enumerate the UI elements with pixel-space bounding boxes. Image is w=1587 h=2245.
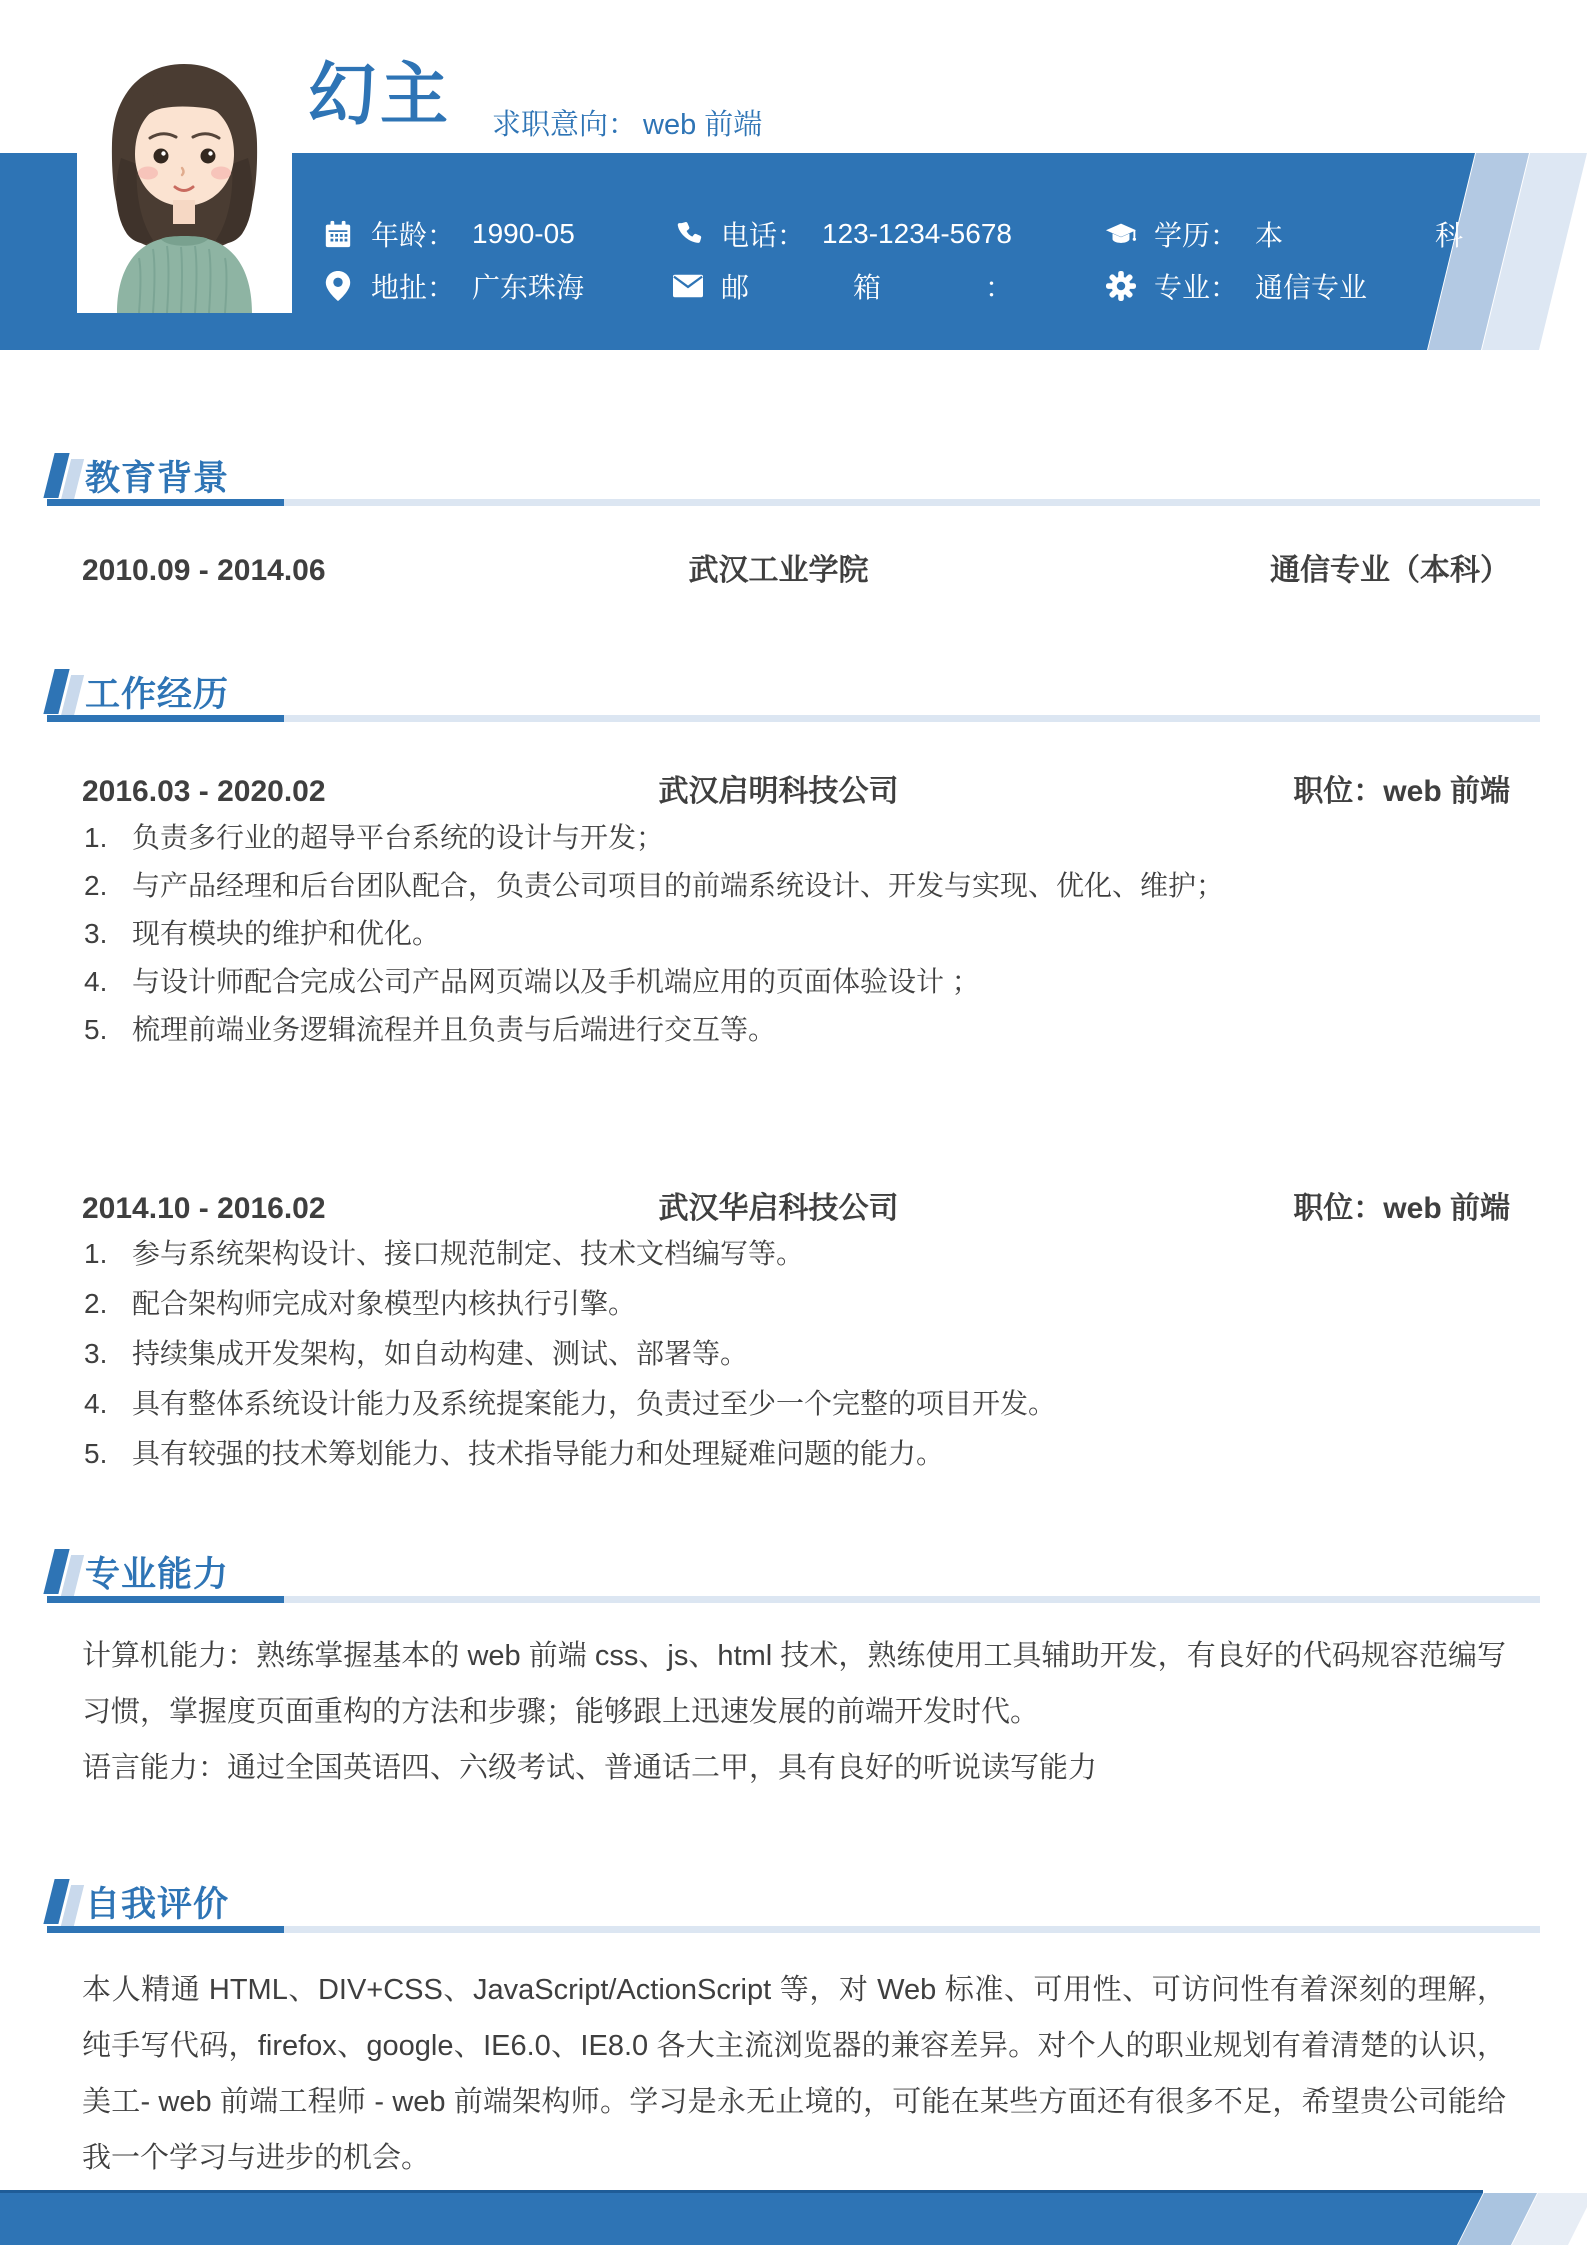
section-divider: [47, 1926, 1540, 1933]
job-intention-label: 求职意向：: [492, 109, 638, 141]
job-duty-item: 与设计师配合完成公司产品网页端以及手机端应用的页面体验设计 ；: [132, 966, 980, 997]
skills-language-paragraph: 语言能力：通过全国英语四、六级考试、普通话二甲，具有良好的听说读写能力: [82, 1752, 1098, 1784]
job-position: 职位：web 前端: [1293, 775, 1510, 808]
education-row: [47, 545, 1510, 589]
section-skills-header: [47, 1548, 229, 1596]
job-duty-item: 与产品经理和后台团队配合，负责公司项目的前端系统设计、开发与实现、优化、维护；: [132, 870, 1225, 901]
section-work-header: [47, 668, 229, 716]
location-pin-icon: [322, 270, 354, 302]
info-degree-value: 本 科: [1255, 220, 1464, 251]
job-header-row: [47, 1183, 1510, 1227]
info-phone-value: 123-1234-5678: [822, 218, 1012, 249]
section-title-skills: 专业能力: [85, 1555, 230, 1594]
section-divider: [47, 499, 1540, 506]
section-marker-icon: [47, 668, 85, 716]
job-intention: [492, 102, 768, 143]
info-address-value: 广东珠海: [472, 272, 585, 303]
job-position: 职位：web 前端: [1293, 1192, 1510, 1225]
avatar-illustration: [77, 48, 292, 313]
job-intention-value: web 前端: [643, 109, 763, 141]
section-education-header: [47, 452, 229, 500]
job-header-row: [47, 766, 1510, 810]
job-company: 武汉华启科技公司: [658, 1192, 899, 1225]
gear-icon: [1105, 270, 1137, 302]
job-period: 2014.10 - 2016.02: [82, 1192, 326, 1225]
info-major-label: 专业：: [1154, 272, 1239, 303]
job-duty-list: [82, 822, 1510, 1062]
info-age: [322, 213, 672, 255]
job-duty-item: 参与系统架构设计、接口规范制定、技术文档编写等。: [132, 1238, 805, 1269]
section-evaluation-header: [47, 1878, 229, 1926]
job-period: 2016.03 - 2020.02: [82, 775, 326, 808]
info-email: [672, 265, 1105, 307]
job-duty-item: 具有较强的技术筹划能力、技术指导能力和处理疑难问题的能力。: [132, 1438, 945, 1469]
education-period: 2010.09 - 2014.06: [82, 554, 326, 587]
contact-info-grid: [322, 213, 1463, 307]
info-address: [322, 265, 672, 307]
job-company: 武汉启明科技公司: [658, 775, 899, 808]
info-age-value: 1990-05: [472, 218, 575, 249]
skills-computer-paragraph: 计算机能力：熟练掌握基本的 web 前端 css、js、html 技术，熟练使用工具辅助开发，有良好的代码规容范编写习惯，掌握度页面重构的方法和步骤；能够跟上迅速发展的前端开发时代。: [82, 1640, 1506, 1728]
section-title-evaluation: 自我评价: [85, 1885, 230, 1924]
info-degree: [1105, 213, 1463, 255]
phone-icon: [672, 218, 704, 250]
section-divider: [47, 1596, 1540, 1603]
footer-band: [0, 2193, 1587, 2245]
job-duty-item: 配合架构师完成对象模型内核执行引擎。: [132, 1288, 637, 1319]
job-duty-item: 梳理前端业务逻辑流程并且负责与后端进行交互等。: [132, 1014, 777, 1045]
calendar-icon: [322, 218, 354, 250]
section-marker-icon: [47, 452, 85, 500]
envelope-icon: [672, 270, 704, 302]
education-school: 武汉工业学院: [688, 554, 869, 587]
evaluation-paragraph: 本人精通 HTML、DIV+CSS、JavaScript/ActionScript 等，对 Web 标准、可用性、可访问性有着深刻的理解，纯手写代码，firefox、google、IE6.0、IE8.0 各大主流浏览器的兼容差异。对个人的职业规划有着清楚的认识，美工- web 前端工程师 - web 前端架构师。学习是永无止境的，可能在某些方面还有很多不足，希望贵公司能给我一个学习与进步的机会。: [82, 1974, 1506, 2174]
info-age-label: 年龄：: [371, 220, 456, 251]
info-email-label: 邮 箱 ：: [721, 272, 1013, 303]
graduation-cap-icon: [1105, 218, 1137, 250]
avatar: [77, 48, 292, 313]
candidate-name: 幻主: [308, 57, 453, 133]
section-marker-icon: [47, 1878, 85, 1926]
education-major: 通信专业（本科）: [1270, 554, 1510, 587]
section-marker-icon: [47, 1548, 85, 1596]
job-duty-list: [82, 1238, 1510, 1488]
job-duty-item: 现有模块的维护和优化。: [132, 918, 441, 949]
info-major: [1105, 265, 1463, 307]
job-duty-item: 负责多行业的超导平台系统的设计与开发；: [132, 822, 665, 853]
job-duty-item: 具有整体系统设计能力及系统提案能力，负责过至少一个完整的项目开发。: [132, 1388, 1057, 1419]
job-duty-item: 持续集成开发架构，如自动构建、测试、部署等。: [132, 1338, 749, 1369]
info-major-value: 通信专业: [1255, 272, 1368, 303]
section-title-work: 工作经历: [85, 675, 230, 714]
footer-band-background: [0, 2193, 1587, 2245]
info-phone: [672, 213, 1105, 255]
info-phone-label: 电话：: [721, 220, 806, 251]
info-address-label: 地扯：: [371, 272, 456, 303]
info-degree-label: 学历：: [1154, 220, 1239, 251]
section-divider: [47, 715, 1540, 722]
section-title-education: 教育背景: [85, 459, 230, 498]
